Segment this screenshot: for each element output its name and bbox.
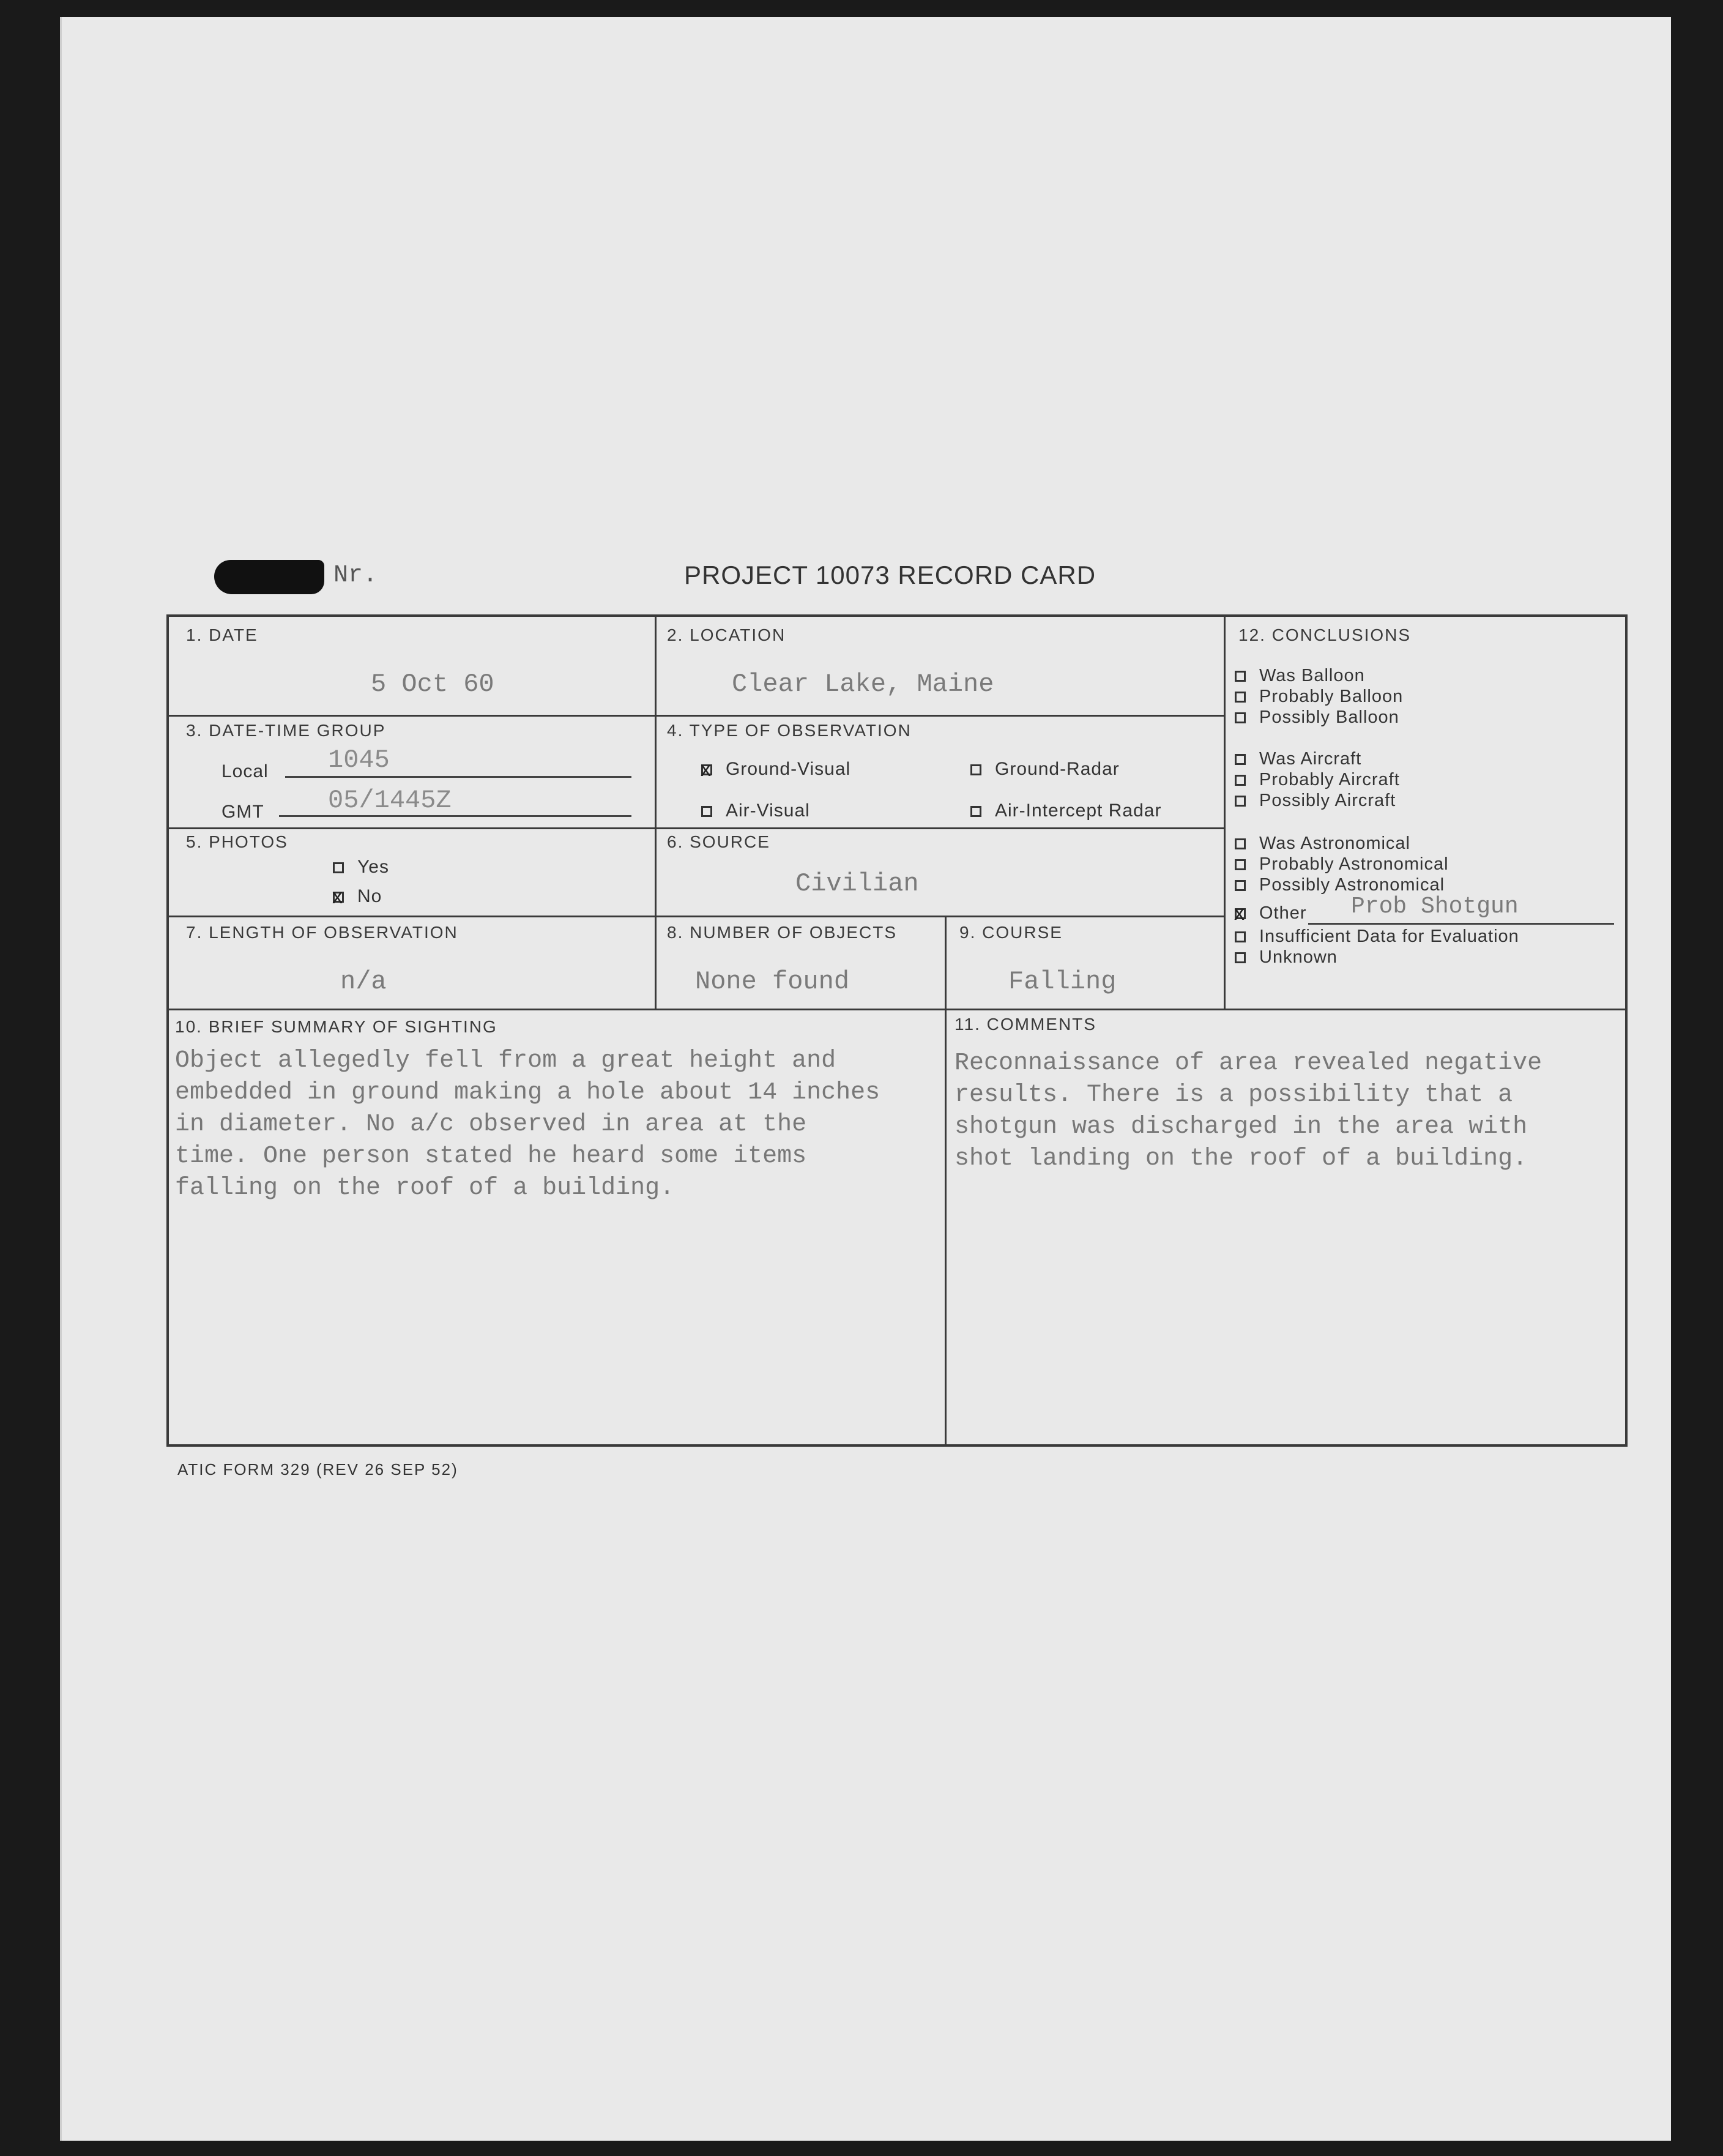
conclusion-other-value: Prob Shotgun: [1351, 893, 1519, 920]
checkbox-icon: [1235, 952, 1246, 963]
conclusions-label: 12. CONCLUSIONS: [1238, 625, 1412, 644]
location-label: 2. LOCATION: [667, 625, 786, 644]
conclusion-item[interactable]: Was Aircraft: [1235, 749, 1361, 769]
course-label: 9. COURSE: [959, 923, 1063, 942]
conclusion-item[interactable]: Was Astronomical: [1235, 834, 1410, 854]
record-card: [166, 614, 1628, 1447]
comments-text: Reconnaissance of area revealed negative results. There is a possibility that a shotgun was discharged in the area with shot landing on the roof of a building.: [955, 1050, 1543, 1173]
conclusion-item[interactable]: Possibly Aircraft: [1235, 791, 1396, 811]
checkbox-icon: [333, 862, 344, 873]
objects-label: 8. NUMBER OF OBJECTS: [667, 923, 898, 942]
checkbox-icon: [701, 764, 712, 775]
checkbox-icon: [970, 764, 981, 775]
objects-value: None found: [695, 967, 850, 996]
checkbox-icon: [970, 806, 981, 817]
local-time-value: 1045: [328, 745, 390, 775]
checkbox-icon: [1235, 908, 1246, 919]
checkbox-icon: [701, 806, 712, 817]
length-value: n/a: [340, 967, 387, 996]
source-label: 6. SOURCE: [667, 832, 770, 851]
card-title: PROJECT 10073 RECORD CARD: [684, 561, 1096, 589]
option-ground-radar[interactable]: Ground-Radar: [970, 759, 1120, 780]
conclusion-item[interactable]: Was Balloon: [1235, 666, 1365, 686]
date-value: 5 Oct 60: [371, 670, 494, 699]
checkbox-icon: [333, 892, 344, 903]
photos-no-option[interactable]: xNo: [333, 886, 382, 907]
conclusion-item[interactable]: Possibly Balloon: [1235, 707, 1399, 728]
date-label: 1. DATE: [186, 625, 258, 644]
option-air-visual[interactable]: Air-Visual: [701, 800, 810, 821]
length-label: 7. LENGTH OF OBSERVATION: [186, 923, 458, 942]
location-value: Clear Lake, Maine: [732, 670, 994, 699]
photos-label: 5. PHOTOS: [186, 832, 288, 851]
summary-label: 10. BRIEF SUMMARY OF SIGHTING: [175, 1017, 497, 1036]
conclusion-item[interactable]: Insufficient Data for Evaluation: [1235, 927, 1519, 947]
conclusion-item[interactable]: Probably Balloon: [1235, 687, 1403, 707]
redaction-mark: [214, 560, 324, 594]
checkbox-icon: [1235, 880, 1246, 891]
checkbox-icon: [1235, 712, 1246, 723]
local-label: Local: [221, 761, 269, 781]
dtg-label: 3. DATE-TIME GROUP: [186, 721, 386, 740]
gmt-label: GMT: [221, 802, 264, 822]
record-number-label: Nr.: [333, 562, 378, 589]
form-footer: ATIC FORM 329 (REV 26 SEP 52): [177, 1460, 458, 1479]
conclusion-item[interactable]: Probably Astronomical: [1235, 854, 1449, 875]
conclusion-item-other[interactable]: xOther: [1235, 903, 1307, 923]
option-ground-visual[interactable]: xGround-Visual: [701, 759, 850, 780]
summary-text: Object allegedly fell from a great height and embedded in ground making a hole about 14 inches in diameter. No a/c observed in area at the time. One person stated he heard some items falling on the roof of a building.: [175, 1047, 880, 1202]
conclusion-item[interactable]: Probably Aircraft: [1235, 770, 1400, 790]
observation-type-label: 4. TYPE OF OBSERVATION: [667, 721, 912, 740]
course-value: Falling: [1008, 967, 1117, 996]
gmt-time-value: 05/1445Z: [328, 786, 452, 815]
checkbox-icon: [1235, 838, 1246, 849]
checkbox-icon: [1235, 796, 1246, 807]
conclusions-list: [1235, 660, 1626, 1002]
checkbox-icon: [1235, 692, 1246, 703]
checkbox-icon: [1235, 775, 1246, 786]
checkbox-icon: [1235, 859, 1246, 870]
checkbox-icon: [1235, 671, 1246, 682]
checkbox-icon: [1235, 754, 1246, 765]
source-value: Civilian: [795, 869, 919, 898]
checkbox-icon: [1235, 931, 1246, 942]
option-air-intercept-radar[interactable]: Air-Intercept Radar: [970, 800, 1161, 821]
conclusion-item[interactable]: Possibly Astronomical: [1235, 875, 1445, 895]
comments-label: 11. COMMENTS: [955, 1015, 1096, 1034]
conclusion-item[interactable]: Unknown: [1235, 947, 1338, 968]
photos-yes-option[interactable]: Yes: [333, 857, 389, 878]
